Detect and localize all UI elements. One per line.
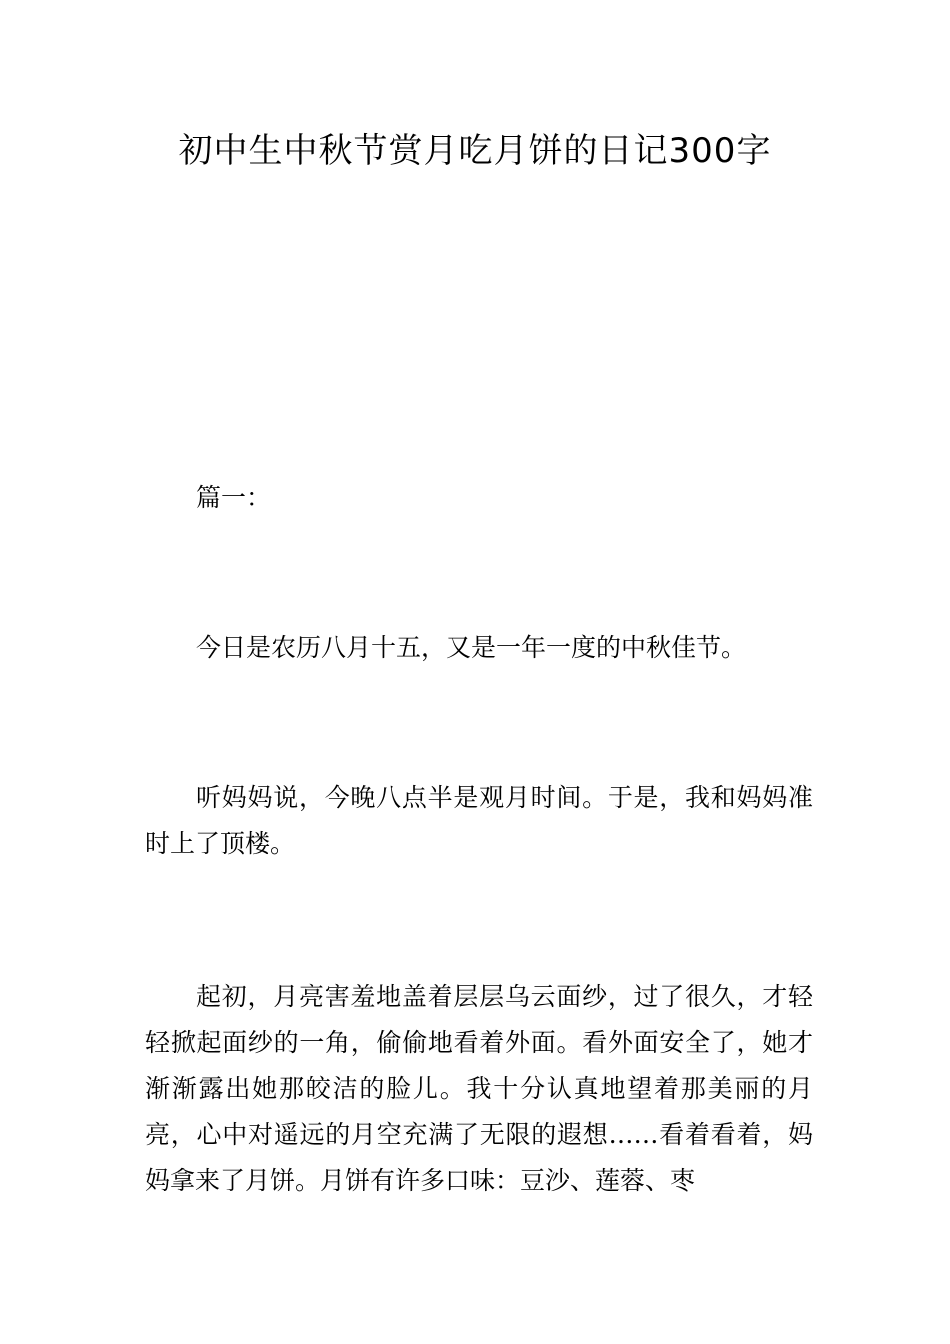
paragraph-1: 今日是农历八月十五，又是一年一度的中秋佳节。 — [196, 633, 747, 662]
paragraph-2: 听妈妈说，今晚八点半是观月时间。于是，我和妈妈准时上了顶楼。 — [145, 783, 813, 858]
section-heading: 篇一： — [196, 483, 272, 512]
document-title: 初中生中秋节赏月吃月饼的日记300字 — [178, 131, 772, 171]
paragraph-3: 起初，月亮害羞地盖着层层乌云面纱，过了很久，才轻轻掀起面纱的一角，偷偷地看着外面。看外面安全了，她才渐渐露出她那皎洁的脸儿。我十分认真地望着那美丽的月亮，心中对遥远的月空充满了无限的遐想……看着看着，妈妈拿来了月饼。月饼有许多口味：豆沙、莲蓉、枣 — [145, 982, 813, 1195]
